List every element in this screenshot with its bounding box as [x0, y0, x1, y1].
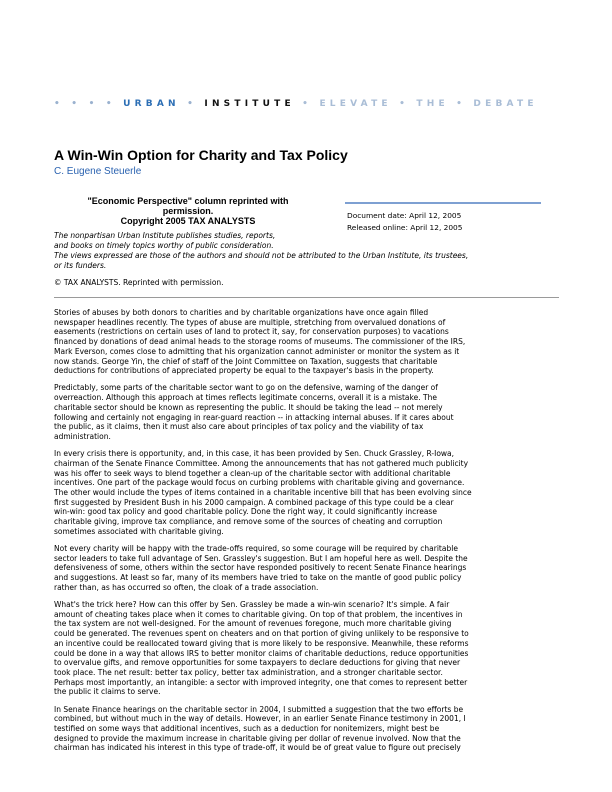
- article-paragraph: [54, 544, 560, 593]
- article-paragraph: [54, 383, 560, 441]
- paragraph-line: administration.: [54, 431, 111, 441]
- paragraph-line: defensiveness of some, others within the sector have responded positively to recent Senate Finance hearings: [54, 563, 467, 573]
- paragraph-line: rather than, as has occurred so often, the cloak of a trade association.: [54, 582, 319, 592]
- banner-dots: • • • •: [54, 99, 116, 109]
- banner-separator: •: [302, 99, 313, 109]
- document-date: Document date: April 12, 2005: [347, 211, 462, 220]
- paragraph-line: The other would include the types of items contained in a charitable incentive bill that has been evolving since: [54, 487, 472, 497]
- paragraph-line: testified on some ways that additional incentives, such as a deduction for nonitemizers, might best be: [54, 723, 440, 733]
- column-note-line: permission.: [162, 206, 214, 216]
- paragraph-line: deductions for contributions of appreciated property be equal to the taxpayer's basis in the property.: [54, 366, 434, 376]
- disclaimer-note: [54, 231, 559, 271]
- article-paragraph: [54, 449, 560, 536]
- paragraph-line: and suggestions. At least so far, many of its members have tried to take on the mantle of good public policy: [54, 573, 462, 583]
- paragraph-line: easements (restrictions on certain uses of land to protect it, say, for conservation purposes) to vacations: [54, 327, 449, 337]
- column-reprint-note: [68, 196, 308, 226]
- paragraph-line: financed by donations of dead animal heads to the storage rooms of museums. The commissioner of the IRS,: [54, 337, 466, 347]
- paragraph-line: an incentive could be reallocated toward giving that is more likely to be responsive. Meanwhile, these reforms: [54, 638, 469, 648]
- paragraph-line: Mark Everson, comes close to admitting that his organization cannot administer or monitor the system as it: [54, 346, 460, 356]
- paragraph-line: took place. The net result: better tax policy, better tax administration, and a stronger charitable sector.: [54, 667, 443, 677]
- meta-divider: [345, 202, 541, 204]
- section-divider: [54, 297, 559, 298]
- paragraph-line: to overvalue gifts, and remove opportunities for some taxpayers to declare deductions for giving that never: [54, 658, 461, 668]
- banner-tagline: ELEVATE • THE • DEBATE: [319, 99, 538, 109]
- paragraph-line: could be generated. The revenues spent on cheaters and on that portion of giving unlikely to be responsive to: [54, 629, 469, 639]
- disclaimer-line: or its funders.: [54, 261, 107, 270]
- paragraph-line: incentives. One part of the package would focus on curbing problems with charitable giving and governance.: [54, 478, 465, 488]
- paragraph-line: amount of cheating takes place when it comes to charitable giving. On top of that problem, the incentives in: [54, 609, 463, 619]
- article-body: [54, 308, 560, 761]
- paragraph-line: sometimes associated with charitable giving.: [54, 526, 224, 536]
- paragraph-line: Stories of abuses by both donors to charities and by charitable organizations have once again filled: [54, 308, 429, 317]
- banner-institute: INSTITUTE: [204, 99, 295, 109]
- paragraph-line: charitable sector should be known as representing the public. It should be taking the lead -- not merely: [54, 402, 443, 412]
- paragraph-line: In Senate Finance hearings on the charitable sector in 2004, I submitted a suggestion that the two efforts be: [54, 704, 464, 714]
- article-paragraph: [54, 600, 560, 697]
- paragraph-line: newspaper headlines recently. The types of abuse are multiple, stretching from overvalued donations of: [54, 317, 446, 327]
- paragraph-line: the public, as it claims, then it must also care about principles of tax policy and the viability of tax: [54, 422, 424, 432]
- paragraph-line: Perhaps most importantly, an intangible: a sector with improved integrity, one that comes to represent better: [54, 677, 468, 687]
- paragraph-line: What's the trick here? How can this offer by Sen. Grassley be made a win-win scenario? It's simple. A fair: [54, 599, 450, 609]
- urban-institute-banner: [54, 99, 538, 109]
- released-online: Released online: April 12, 2005: [347, 223, 463, 232]
- copyright-notice: © TAX ANALYSTS. Reprinted with permission.: [54, 278, 224, 287]
- paragraph-line: was his offer to seek ways to blend together a clean-up of the charitable sector with additional charitable: [54, 468, 451, 478]
- column-note-line: Copyright 2005 TAX ANALYSTS: [120, 216, 256, 226]
- paragraph-line: the public it claims to serve.: [54, 687, 161, 697]
- paragraph-line: first suggested by President Bush in his 2000 campaign. A combined package of this type could be a clear: [54, 497, 454, 507]
- banner-urban: URBAN: [123, 99, 180, 109]
- paragraph-line: Not every charity will be happy with the trade-offs required, so some courage will be required by charitable: [54, 543, 458, 553]
- author-name[interactable]: C. Eugene Steuerle: [54, 166, 142, 177]
- article-paragraph: [54, 705, 560, 754]
- paragraph-line: Predictably, some parts of the charitable sector want to go on the defensive, warning of the danger of: [54, 383, 438, 393]
- paragraph-line: overreaction. Although this approach at times reflects legitimate concerns, overall it is a mistake. The: [54, 393, 437, 403]
- paragraph-line: win-win: good tax policy and good charitable policy. Done the right way, it could significantly increase: [54, 507, 437, 517]
- paragraph-line: following and certainly not engaging in rear-guard reaction -- in attacking internal abuses. If it cares about: [54, 412, 454, 422]
- paragraph-line: chairman has indicated his interest in this type of trade-off, it would be of great value to figure out precisely: [54, 743, 461, 753]
- paragraph-line: sector leaders to take full advantage of Sen. Grassley's suggestion. But I am hopeful here as well. Despite the: [54, 553, 468, 563]
- disclaimer-line: The nonpartisan Urban Institute publishes studies, reports,: [54, 231, 276, 240]
- paragraph-line: could be done in a way that allows IRS to better monitor claims of charitable deductions, reduce opportunities: [54, 648, 469, 658]
- paragraph-line: In every crisis there is opportunity, and, in this case, it has been provided by Sen. Chuck Grassley, R-Iowa,: [54, 449, 455, 459]
- column-note-line: "Economic Perspective" column reprinted with: [87, 196, 289, 206]
- paragraph-line: charitable giving, improve tax compliance, and remove some of the sources of cheating and corruption: [54, 517, 443, 527]
- disclaimer-line: The views expressed are those of the authors and should not be attributed to the Urban Institute, its trustees,: [54, 251, 469, 260]
- banner-separator: •: [187, 99, 198, 109]
- paragraph-line: the tax system are not well-designed. For the amount of revenues foregone, much more charitable giving: [54, 619, 452, 629]
- disclaimer-line: and books on timely topics worthy of public consideration.: [54, 241, 274, 250]
- paragraph-line: combined, but without much in the way of details. However, in an earlier Senate Finance testimony in 2001, I: [54, 714, 466, 724]
- page-title: A Win-Win Option for Charity and Tax Policy: [54, 147, 348, 163]
- paragraph-line: chairman of the Senate Finance Committee. Among the announcements that has not gathered much publicity: [54, 458, 469, 468]
- paragraph-line: designed to provide the maximum increase in charitable giving per dollar of revenue involved. Now that the: [54, 733, 461, 743]
- paragraph-line: now stands. George Yin, the chief of staff of the Joint Committee on Taxation, suggests that charitable: [54, 356, 438, 366]
- article-paragraph: [54, 308, 560, 376]
